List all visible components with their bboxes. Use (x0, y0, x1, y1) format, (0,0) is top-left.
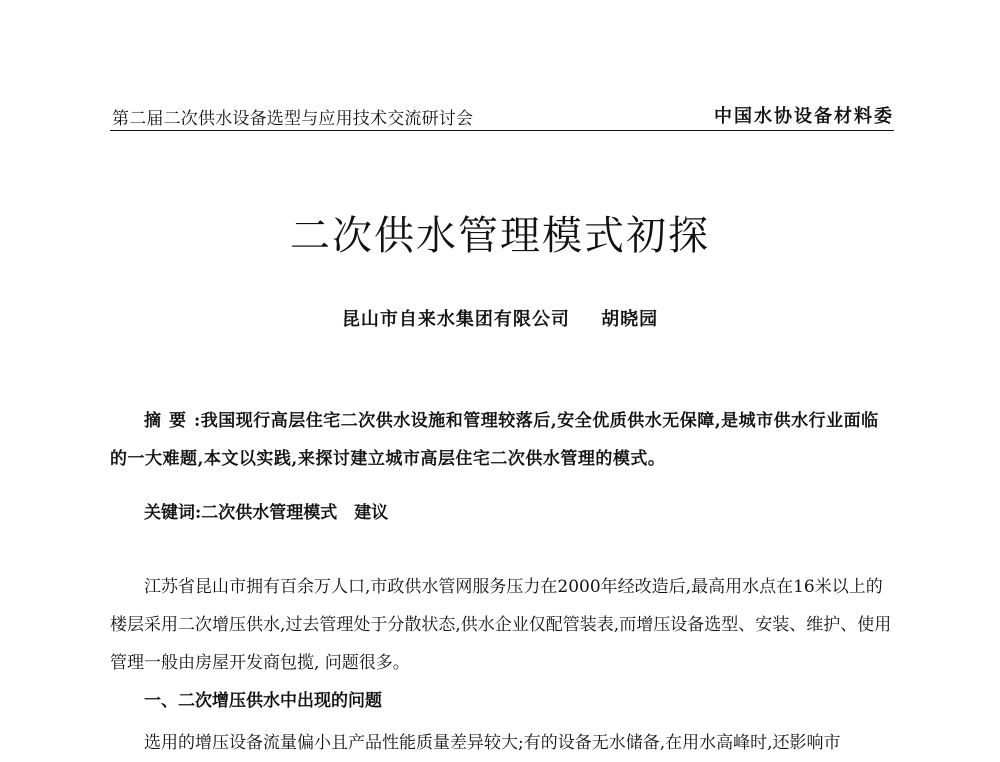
body-paragraph-1: 江苏省昆山市拥有百余万人口,市政供水管网服务压力在2000年经改造后,最高用水点在16米以上的楼层采用二次增压供水,过去管理处于分散状态,供水企业仅配管装表,而增压设备选型、安装、维护、使用管理一般由房屋开发商包揽, 问题很多。 (110, 577, 892, 673)
body-paragraph-2: 选用的增压设备流量偏小且产品性能质量差异较大;有的设备无水储备,在用水高峰时,还影响市 (144, 733, 841, 753)
author-affiliation: 昆山市自来水集团有限公司 (341, 309, 570, 330)
abstract-text: :我国现行高层住宅二次供水设施和管理较落后,安全优质供水无保障,是城市供水行业面临的一大难题,本文以实践,来探讨建立城市高层住宅二次供水管理的模式。 (110, 411, 879, 469)
conference-name: 第二届二次供水设备选型与应用技术交流研讨会 (112, 109, 474, 129)
keywords-label: 关键词 (144, 503, 195, 523)
abstract (110, 402, 894, 478)
running-header (110, 102, 894, 131)
author-line (0, 305, 1000, 331)
author-name: 胡晓园 (601, 309, 659, 330)
keywords (110, 494, 894, 532)
keywords-text: :二次供水管理模式 建议 (195, 503, 389, 523)
paper-title: 二次供水管理模式初探 (290, 213, 710, 259)
organization-name: 中国水协设备材料委 (714, 106, 894, 127)
section-heading-1: 一、二次增压供水中出现的问题 (144, 691, 382, 711)
abstract-label: 摘要 (144, 411, 194, 431)
